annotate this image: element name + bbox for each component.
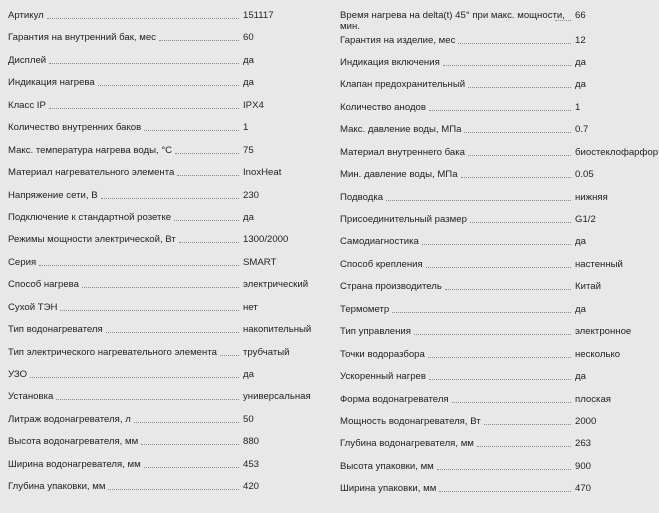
- dotted-leader: [30, 377, 239, 378]
- dotted-leader: [141, 444, 239, 445]
- spec-label-text: Установка: [8, 391, 54, 403]
- dotted-leader: [39, 265, 239, 266]
- dotted-leader: [386, 200, 571, 201]
- spec-value: 12: [575, 34, 586, 46]
- spec-label-text: Подключение к стандартной розетке: [8, 211, 172, 223]
- spec-row: [340, 483, 659, 505]
- spec-row: [8, 190, 330, 212]
- spec-value: плоская: [575, 393, 611, 405]
- spec-value: 470: [575, 483, 592, 495]
- spec-label: [8, 212, 171, 224]
- spec-label-text: Мин. давление воды, МПа: [340, 169, 458, 181]
- spec-label: [8, 257, 36, 269]
- spec-value: нет: [243, 301, 258, 313]
- spec-label: [340, 147, 465, 158]
- spec-value: электрический: [243, 279, 309, 291]
- dotted-leader: [477, 446, 571, 447]
- spec-value: 880: [243, 436, 260, 448]
- spec-value: нижняя: [575, 191, 608, 203]
- dotted-leader: [429, 379, 571, 380]
- spec-label-text: Сухой ТЭН: [8, 301, 58, 313]
- spec-label-text: Индикация нагрева: [8, 77, 95, 89]
- dotted-leader: [101, 198, 239, 199]
- spec-label: [340, 214, 467, 225]
- spec-row: [8, 10, 330, 32]
- spec-label: [340, 35, 455, 46]
- spec-row: [8, 145, 330, 167]
- spec-value: электронное: [575, 326, 632, 338]
- dotted-leader: [468, 155, 571, 156]
- dotted-leader: [429, 110, 571, 111]
- dotted-leader: [49, 63, 239, 64]
- spec-value: 263: [575, 438, 592, 450]
- spec-label: [8, 279, 79, 291]
- spec-row: [340, 147, 659, 169]
- spec-row: [340, 281, 659, 303]
- spec-label-text-line2: мин.: [340, 21, 360, 32]
- spec-label-text: Индикация включения: [340, 56, 440, 68]
- spec-value: 1300/2000: [243, 234, 289, 246]
- spec-label-text: Тип водонагревателя: [8, 324, 103, 336]
- spec-label: [340, 349, 425, 360]
- spec-label: [340, 281, 442, 292]
- spec-value: да: [243, 77, 254, 89]
- spec-row: [340, 394, 659, 416]
- spec-value: да: [575, 236, 586, 248]
- spec-label: [8, 347, 217, 359]
- spec-value: G1/2: [575, 214, 596, 225]
- spec-label-text: Клапан предохранительный: [340, 79, 466, 91]
- dotted-leader: [464, 132, 571, 133]
- spec-value: Китай: [575, 281, 601, 293]
- spec-row: [8, 167, 330, 189]
- dotted-leader: [437, 469, 571, 470]
- spec-label: [8, 32, 156, 44]
- spec-label: [8, 167, 174, 179]
- dotted-leader: [452, 402, 571, 403]
- spec-row: [340, 259, 659, 281]
- dotted-leader: [220, 355, 239, 356]
- dotted-leader: [414, 334, 571, 335]
- spec-label: [8, 122, 141, 134]
- dotted-leader: [177, 175, 239, 176]
- dotted-leader: [470, 222, 571, 223]
- spec-label: [8, 436, 138, 448]
- spec-row: [340, 349, 659, 371]
- spec-label: [340, 326, 411, 337]
- spec-label-text: Макс. температура нагрева воды, °C: [8, 144, 173, 156]
- spec-row: [340, 416, 659, 438]
- spec-label: [340, 438, 474, 449]
- spec-label: [8, 459, 141, 471]
- spec-label-text: Высота упаковки, мм: [340, 460, 434, 472]
- spec-row: [8, 414, 330, 436]
- dotted-leader: [108, 489, 239, 490]
- dotted-leader: [144, 467, 239, 468]
- spec-row: [340, 214, 659, 236]
- spec-label-text: Страна производитель: [340, 281, 442, 293]
- spec-label-text: Литраж водонагревателя, л: [8, 413, 131, 425]
- spec-row: [8, 122, 330, 144]
- spec-label-text: Артикул: [8, 10, 44, 21]
- spec-label-text: Тип электрического нагревательного элемента: [8, 346, 217, 358]
- dotted-leader: [106, 332, 239, 333]
- dotted-leader: [392, 312, 571, 313]
- spec-label-text: Время нагрева на delta(t) 45° при макс. мощности,: [340, 10, 565, 21]
- spec-row: [8, 459, 330, 481]
- spec-value: 75: [243, 144, 254, 156]
- spec-label: [340, 236, 419, 247]
- spec-label: [340, 461, 434, 472]
- spec-value: биостеклофарфор: [575, 146, 659, 158]
- dotted-leader: [134, 422, 239, 423]
- spec-value: да: [575, 56, 586, 68]
- dotted-leader: [144, 130, 239, 131]
- spec-label: [340, 394, 449, 405]
- spec-value: несколько: [575, 348, 621, 360]
- spec-row: [340, 371, 659, 393]
- spec-label-text: Количество анодов: [340, 101, 426, 113]
- spec-label-text: Термометр: [340, 303, 390, 315]
- spec-label-text: Глубина водонагревателя, мм: [340, 438, 474, 450]
- spec-label-text: Количество внутренних баков: [8, 122, 142, 134]
- dotted-leader: [555, 20, 571, 21]
- spec-label: [340, 124, 461, 135]
- spec-value: да: [243, 211, 254, 223]
- spec-value: IPX4: [243, 99, 264, 111]
- spec-value: 420: [243, 481, 260, 493]
- spec-value: настенный: [575, 258, 623, 270]
- spec-row: [340, 236, 659, 258]
- dotted-leader: [428, 357, 571, 358]
- spec-row: [8, 77, 330, 99]
- spec-value: 0.05: [575, 169, 594, 181]
- spec-label: [340, 304, 389, 315]
- spec-row: [8, 302, 330, 324]
- spec-value: накопительный: [243, 324, 312, 336]
- spec-label-text: Ускоренный нагрев: [340, 371, 426, 383]
- spec-value: да: [243, 369, 254, 380]
- spec-label: [340, 57, 440, 68]
- spec-label: [340, 483, 436, 494]
- spec-row: [340, 438, 659, 460]
- dotted-leader: [60, 310, 239, 311]
- spec-label: [8, 391, 53, 403]
- spec-row: [8, 257, 330, 279]
- spec-value: InoxHeat: [243, 167, 282, 179]
- spec-label-text: Самодиагностика: [340, 236, 419, 248]
- spec-label-text: Способ нагрева: [8, 279, 79, 291]
- spec-label-text: УЗО: [8, 369, 28, 380]
- dotted-leader: [56, 399, 239, 400]
- spec-label-text: Точки водоразбора: [340, 348, 425, 360]
- spec-row: [8, 32, 330, 54]
- spec-value: универсальная: [243, 391, 311, 403]
- spec-value: 66: [575, 10, 586, 21]
- spec-row: [8, 391, 330, 413]
- spec-label-text: Материал внутреннего бака: [340, 146, 465, 158]
- spec-value: 1: [575, 101, 581, 113]
- spec-label-text: Гарантия на внутренний бак, мес: [8, 32, 156, 44]
- spec-label-text: Присоединительный размер: [340, 214, 467, 225]
- spec-value: 1: [243, 122, 249, 134]
- spec-label: [8, 481, 105, 493]
- spec-label-text: Гарантия на изделие, мес: [340, 34, 456, 46]
- spec-row: [340, 304, 659, 326]
- spec-value: 900: [575, 460, 592, 472]
- spec-row: [8, 212, 330, 234]
- spec-label: [8, 234, 176, 246]
- spec-value: да: [575, 303, 586, 315]
- dotted-leader: [159, 40, 239, 41]
- spec-label-text: Подводка: [340, 191, 384, 203]
- spec-label-text: Форма водонагревателя: [340, 393, 449, 405]
- dotted-leader: [98, 85, 239, 86]
- spec-row: [8, 436, 330, 458]
- spec-label: [8, 10, 44, 22]
- spec-label: [8, 302, 57, 314]
- dotted-leader: [439, 491, 571, 492]
- spec-value: да: [575, 79, 586, 91]
- dotted-leader: [174, 220, 239, 221]
- spec-row: [340, 57, 659, 79]
- dotted-leader: [458, 43, 571, 44]
- spec-label: [8, 324, 103, 336]
- spec-row: [340, 102, 659, 124]
- spec-row: [8, 55, 330, 77]
- spec-row: [8, 100, 330, 122]
- spec-label-text: Режимы мощности электрической, Вт: [8, 234, 176, 246]
- spec-label: [8, 100, 46, 112]
- spec-row: [8, 279, 330, 301]
- spec-row: [8, 369, 330, 391]
- spec-value: 2000: [575, 415, 597, 427]
- spec-label-text: Макс. давление воды, МПа: [340, 124, 462, 136]
- spec-label-text: Тип управления: [340, 326, 411, 338]
- spec-label-text: Ширина водонагревателя, мм: [8, 458, 141, 470]
- spec-row: [340, 326, 659, 348]
- spec-label: [340, 192, 383, 203]
- spec-row: [8, 324, 330, 346]
- spec-label-text: Класс IP: [8, 99, 46, 111]
- spec-label: [340, 259, 423, 270]
- spec-value: 230: [243, 189, 260, 201]
- spec-row: [340, 192, 659, 214]
- spec-label: [8, 190, 98, 202]
- dotted-leader: [461, 177, 571, 178]
- spec-value: 50: [243, 413, 254, 425]
- spec-label-text: Мощность водонагревателя, Вт: [340, 415, 481, 427]
- dotted-leader: [443, 65, 571, 66]
- spec-label-text: Материал нагревательного элемента: [8, 167, 175, 179]
- spec-value: да: [575, 371, 586, 383]
- spec-value: да: [243, 54, 254, 66]
- spec-label: [340, 371, 426, 382]
- spec-row: [340, 35, 659, 57]
- spec-label: [8, 77, 95, 89]
- spec-label-text: Дисплей: [8, 54, 47, 66]
- dotted-leader: [426, 267, 571, 268]
- spec-row: [340, 10, 659, 35]
- spec-label: [340, 79, 465, 90]
- spec-label: [8, 369, 27, 381]
- dotted-leader: [47, 18, 239, 19]
- spec-value: 151117: [243, 10, 274, 21]
- spec-label: [340, 102, 426, 113]
- dotted-leader: [422, 244, 571, 245]
- spec-label-text: Высота водонагревателя, мм: [8, 436, 139, 448]
- dotted-leader: [179, 242, 239, 243]
- spec-label-text: Серия: [8, 256, 37, 268]
- dotted-leader: [445, 289, 571, 290]
- spec-value: 453: [243, 458, 260, 470]
- spec-value: трубчатый: [243, 346, 290, 358]
- spec-row: [340, 169, 659, 191]
- spec-row: [340, 79, 659, 101]
- spec-label: [8, 55, 46, 67]
- spec-label-text: Напряжение сети, В: [8, 189, 98, 201]
- spec-label-text: Ширина упаковки, мм: [340, 483, 437, 495]
- spec-row: [340, 461, 659, 483]
- spec-label: [340, 416, 481, 427]
- spec-value: 0.7: [575, 124, 589, 136]
- spec-value: SMART: [243, 256, 277, 268]
- dotted-leader: [82, 287, 239, 288]
- dotted-leader: [175, 153, 239, 154]
- spec-row: [8, 234, 330, 256]
- spec-label: [8, 145, 172, 157]
- specs-right-column: [340, 10, 659, 506]
- spec-label: [340, 169, 458, 180]
- spec-row: [8, 481, 330, 503]
- spec-row: [8, 347, 330, 369]
- spec-row: [340, 124, 659, 146]
- dotted-leader: [49, 108, 239, 109]
- spec-value: 60: [243, 32, 254, 44]
- spec-label-text: Глубина упаковки, мм: [8, 481, 106, 493]
- spec-label: [8, 414, 131, 426]
- dotted-leader: [484, 424, 571, 425]
- spec-label-text: Способ крепления: [340, 258, 423, 270]
- specs-left-column: [8, 10, 330, 504]
- spec-label: [340, 10, 565, 32]
- dotted-leader: [468, 87, 571, 88]
